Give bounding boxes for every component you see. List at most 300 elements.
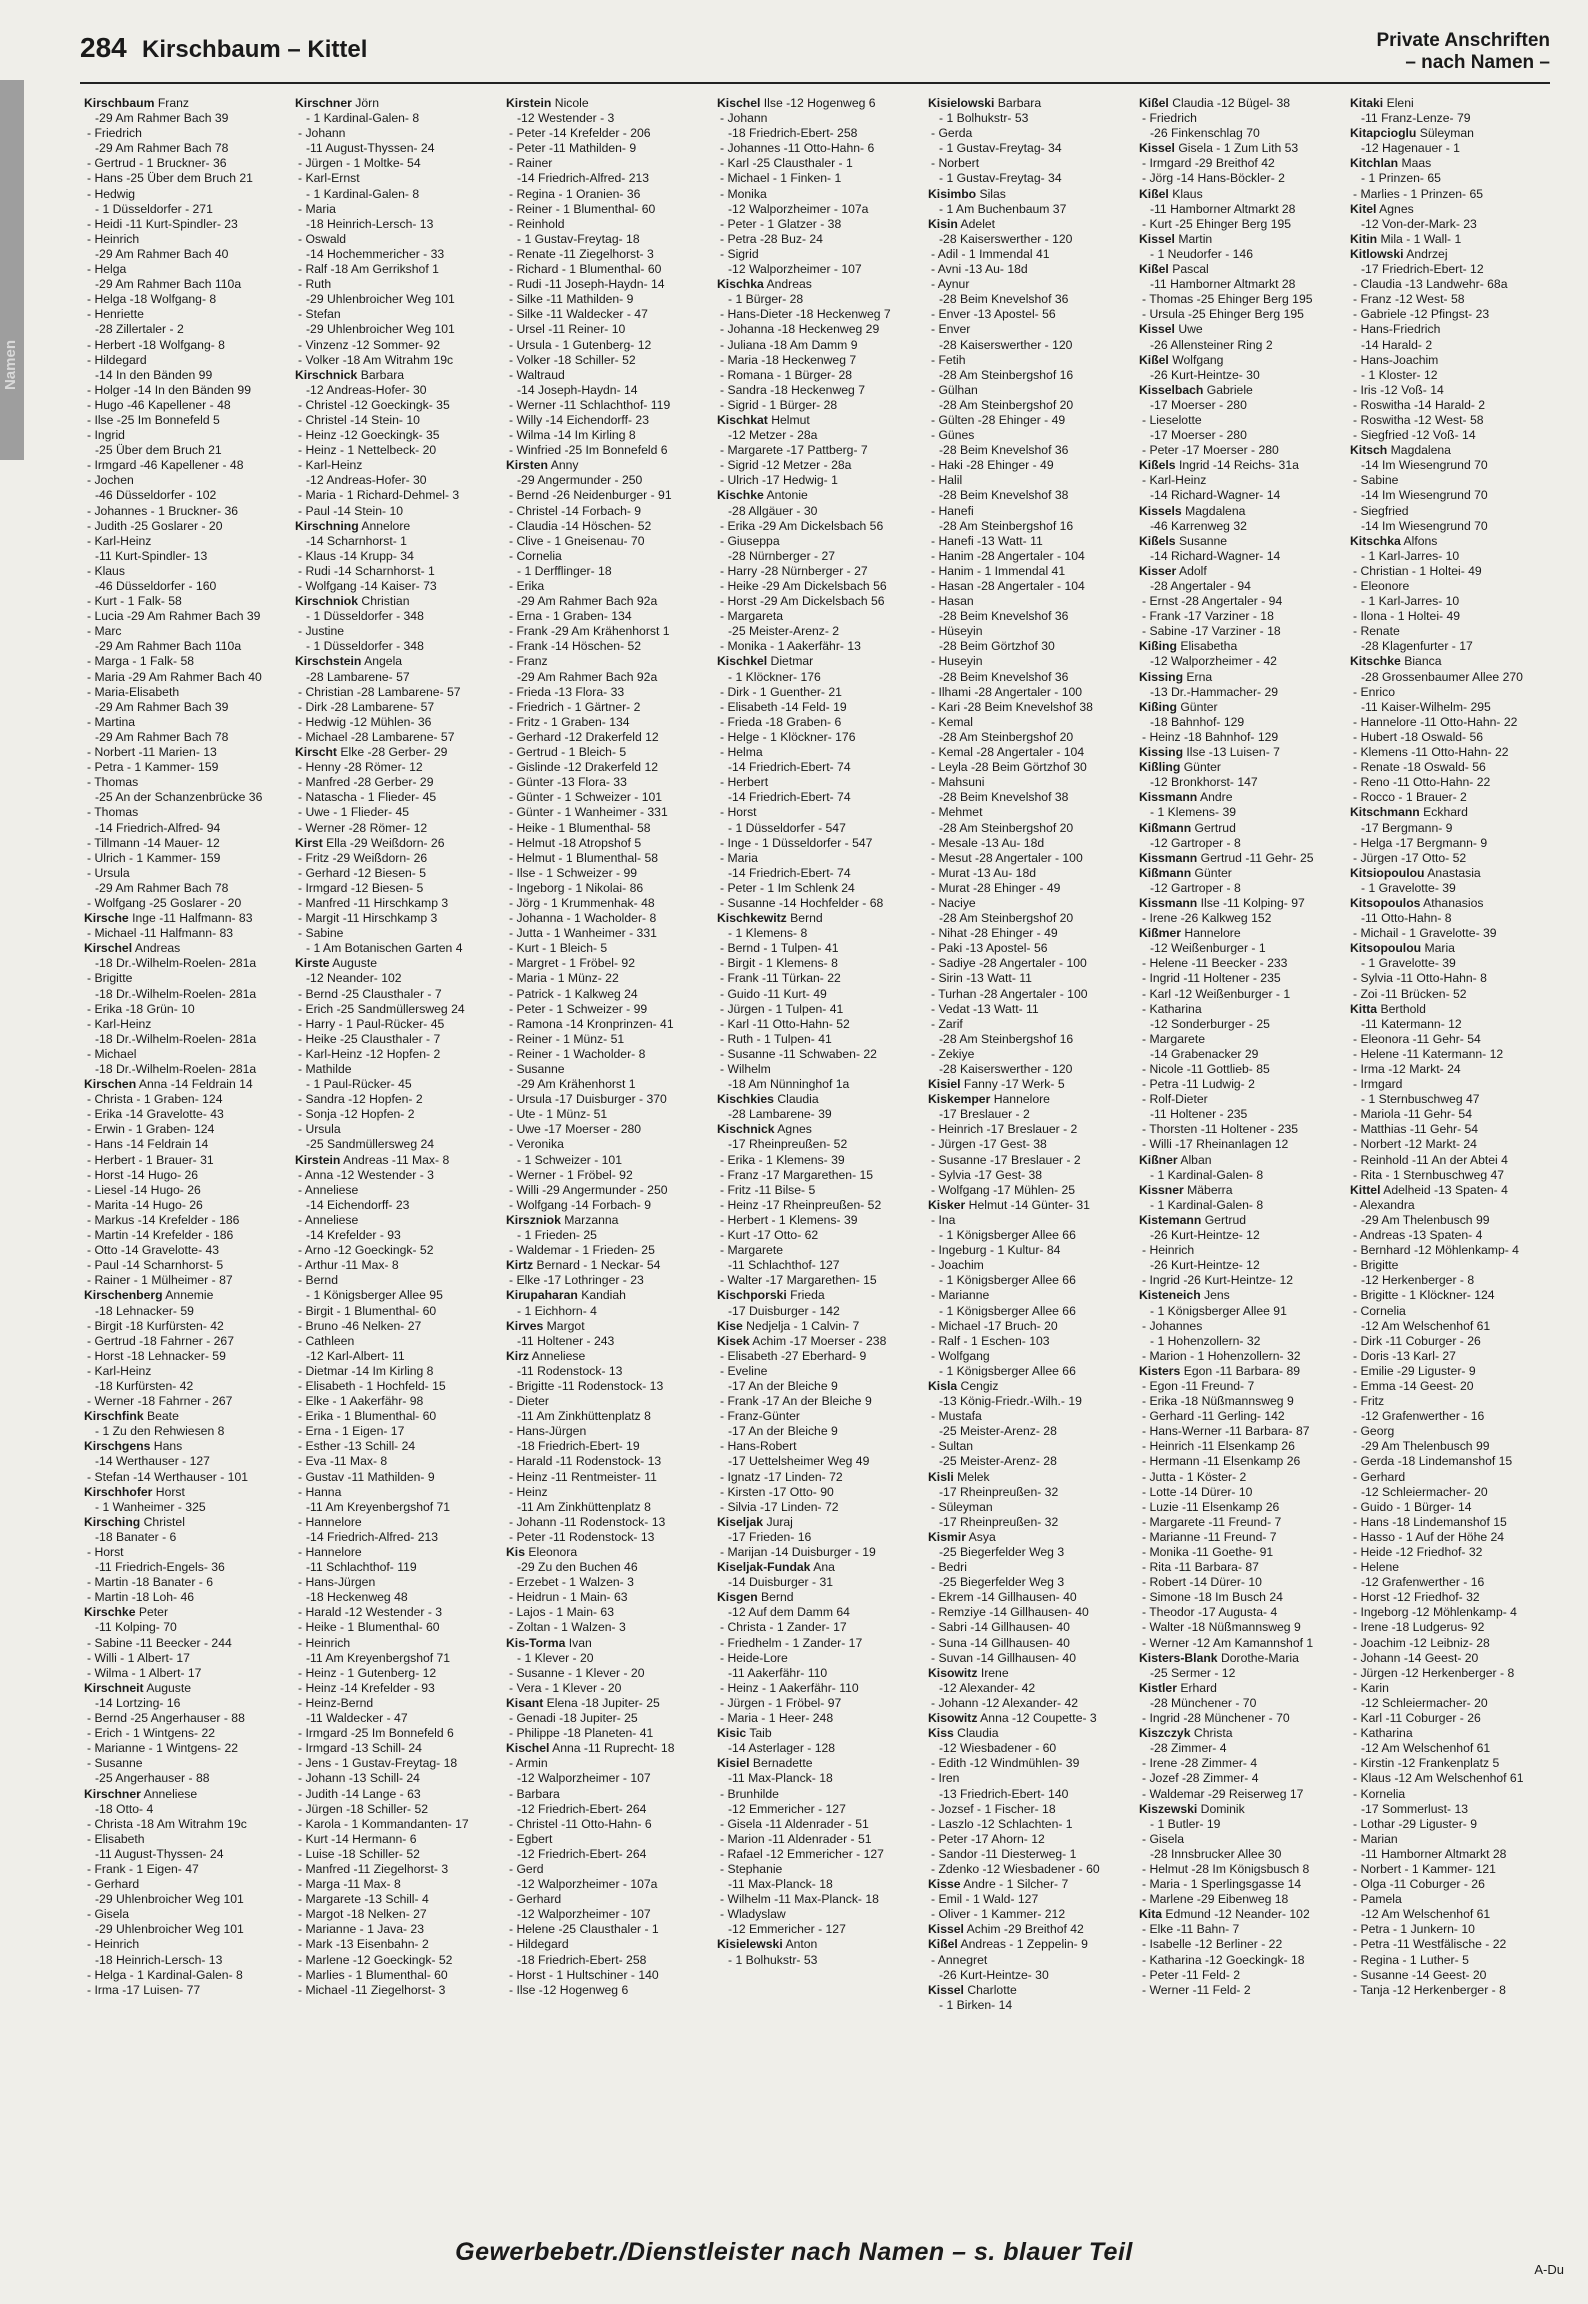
entry-address: -29 Uhlenbroicher Weg 101	[95, 1892, 244, 1907]
entry-text: - Marianne	[931, 1288, 990, 1303]
directory-entry	[295, 805, 500, 820]
entry-text: - Heinz - 1 Aakerfähr- 110	[720, 1680, 859, 1695]
directory-entry	[928, 760, 1133, 775]
entry-text: - Arthur -11 Max- 8	[298, 1258, 399, 1273]
entry-text: - Susanne -17 Breslauer - 2	[931, 1152, 1081, 1167]
directory-entry	[295, 232, 500, 247]
entry-text: - Bedri	[931, 1560, 967, 1575]
entry-address: - 1 Düsseldorfer - 348	[306, 639, 424, 654]
directory-entry	[1350, 1439, 1554, 1454]
entry-text: - Wilhelm -11 Max-Planck- 18	[720, 1892, 879, 1907]
directory-entry	[506, 941, 711, 956]
entry-address: -11 August-Thyssen- 24	[306, 141, 435, 156]
directory-entry	[84, 398, 289, 413]
directory-entry	[84, 1847, 289, 1862]
entry-text: Achim -17 Moerser - 238	[752, 1333, 887, 1348]
entry-text: - Margit -11 Hirschkamp 3	[298, 911, 438, 926]
directory-entry	[1139, 322, 1344, 337]
entry-text: - Gisela -11 Aldenrader - 51	[720, 1816, 869, 1831]
directory-entry	[717, 1892, 922, 1907]
directory-entry	[84, 851, 289, 866]
directory-entry	[506, 1817, 711, 1832]
directory-entry	[1350, 398, 1554, 413]
entry-text: - Suvan -14 Gillhausen- 40	[931, 1650, 1076, 1665]
entry-text: - Ernst -28 Angertaler - 94	[1142, 594, 1283, 609]
entry-text: - Petra -28 Buz- 24	[720, 231, 823, 246]
directory-entry	[1350, 790, 1554, 805]
directory-entry	[1350, 473, 1554, 488]
directory-entry	[717, 700, 922, 715]
directory-entry	[1139, 488, 1344, 503]
entry-address: -11 Waldecker - 47	[306, 1711, 408, 1726]
directory-entry	[928, 292, 1133, 307]
directory-entry	[506, 1092, 711, 1107]
directory-entry	[928, 1258, 1133, 1273]
entry-text: - Helmut - 1 Blumenthal- 58	[509, 850, 659, 865]
directory-entry	[1350, 353, 1554, 368]
directory-entry	[1350, 609, 1554, 624]
entry-text: - Barbara	[509, 1786, 560, 1801]
directory-entry	[84, 534, 289, 549]
entry-text: - Maria -18 Heckenweg 7	[720, 352, 857, 367]
directory-entry	[506, 1726, 711, 1741]
directory-entry	[717, 1847, 922, 1862]
directory-entry	[928, 458, 1133, 473]
entry-text: - Hermann -11 Elsenkamp 26	[1142, 1454, 1301, 1469]
directory-entry	[295, 1017, 500, 1032]
directory-entry	[506, 1741, 711, 1756]
entry-text: - Erika -18 Nüßmannsweg 9	[1142, 1394, 1294, 1409]
entry-text: - Herbert -18 Wolfgang- 8	[87, 337, 225, 352]
directory-entry	[1350, 1756, 1554, 1771]
directory-entry	[506, 1183, 711, 1198]
entry-address: -11 Holtener - 243	[517, 1333, 615, 1348]
directory-entry	[295, 1862, 500, 1877]
entry-surname: Kisli	[928, 1469, 954, 1484]
entry-text: - Karl-Heinz	[87, 533, 152, 548]
directory-entry	[928, 504, 1133, 519]
directory-entry	[506, 775, 711, 790]
entry-text: Anneliese	[531, 1348, 586, 1363]
entry-text: - Renate -18 Oswald- 56	[1353, 760, 1486, 775]
directory-entry	[1139, 1560, 1344, 1575]
directory-entry	[928, 1862, 1133, 1877]
entry-surname: Kiseljak-Fundak	[717, 1560, 811, 1575]
directory-entry	[1139, 1032, 1344, 1047]
entry-surname: Kiszewski	[1139, 1801, 1198, 1816]
entry-text: - Ruth	[298, 277, 332, 292]
directory-entry	[1350, 866, 1554, 881]
entry-address: -28 Am Steinbergshof 20	[939, 911, 1074, 926]
directory-entry	[84, 1560, 289, 1575]
directory-entry	[1350, 1288, 1554, 1303]
entry-text: Agnes	[1379, 201, 1414, 216]
entry-text: Christel	[143, 1514, 185, 1529]
entry-text: - Matthias -11 Gehr- 54	[1353, 1122, 1479, 1137]
directory-entry	[1350, 1666, 1554, 1681]
entry-text: - Heinz -12 Goeckingk- 35	[298, 428, 440, 443]
directory-entry	[295, 111, 500, 126]
entry-text: - Gislinde -12 Drakerfeld 12	[509, 760, 659, 775]
entry-surname: Kisek	[717, 1333, 750, 1348]
entry-text: - Bernhard -12 Möhlenkamp- 4	[1353, 1243, 1519, 1258]
directory-entry	[717, 1756, 922, 1771]
directory-entry	[717, 1454, 922, 1469]
entry-text: - Petra - 1 Kammer- 159	[87, 760, 219, 775]
directory-entry	[295, 1500, 500, 1515]
directory-entry	[84, 1153, 289, 1168]
directory-entry	[717, 534, 922, 549]
directory-entry	[84, 353, 289, 368]
entry-surname: Kirtz	[506, 1258, 534, 1273]
entry-address: -28 Münchener - 70	[1150, 1695, 1257, 1710]
entry-surname: Kitsopoulos	[1350, 895, 1421, 910]
entry-text: Claudia	[957, 1726, 999, 1741]
entry-address: -11 Hamborner Altmarkt 28	[1150, 277, 1296, 292]
entry-text: - Guido - 1 Bürger- 14	[1353, 1499, 1472, 1514]
directory-entry	[84, 1243, 289, 1258]
directory-entry	[84, 1651, 289, 1666]
entry-text: Pascal	[1172, 262, 1209, 277]
entry-text: - Sigrid	[720, 246, 759, 261]
directory-entry	[928, 1319, 1133, 1334]
entry-text: - Katharina	[1142, 1001, 1202, 1016]
directory-entry	[1350, 534, 1554, 549]
entry-address: -25 Angerhauser - 88	[95, 1771, 210, 1786]
directory-entry	[84, 1424, 289, 1439]
directory-entry	[928, 926, 1133, 941]
entry-text: Annemie	[165, 1288, 214, 1303]
directory-entry	[1350, 1651, 1554, 1666]
entry-text: - Katharina -12 Goeckingk- 18	[1142, 1952, 1305, 1967]
entry-address: -18 Dr.-Wilhelm-Roelen- 281a	[95, 986, 257, 1001]
directory-entry	[1350, 1319, 1554, 1334]
entry-address: -12 Neander- 102	[306, 971, 402, 986]
directory-entry	[1139, 1319, 1344, 1334]
directory-entry	[928, 1605, 1133, 1620]
directory-entry	[295, 262, 500, 277]
directory-entry	[295, 1590, 500, 1605]
directory-entry	[928, 1771, 1133, 1786]
entry-text: - Jürgen - 1 Tulpen- 41	[720, 1001, 844, 1016]
directory-entry	[506, 685, 711, 700]
entry-text: - Frieda -13 Flora- 33	[509, 684, 625, 699]
entry-text: - Giuseppa	[720, 533, 780, 548]
directory-entry	[717, 187, 922, 202]
directory-entry	[717, 1953, 922, 1968]
entry-text: - Hildegard	[509, 1937, 569, 1952]
entry-text: - Heinz -18 Bahnhof- 129	[1142, 729, 1279, 744]
directory-entry	[928, 171, 1133, 186]
entry-address: -14 Im Wiesengrund 70	[1361, 518, 1488, 533]
directory-entry	[84, 1273, 289, 1288]
directory-entry	[1350, 217, 1554, 232]
entry-text: - Ilse -25 Im Bonnefeld 5	[87, 412, 220, 427]
entry-text: - Karl -11 Coburger - 26	[1353, 1711, 1481, 1726]
directory-entry	[84, 1892, 289, 1907]
entry-text: - Christian - 1 Holtei- 49	[1353, 563, 1482, 578]
directory-entry	[928, 654, 1133, 669]
directory-entry	[928, 1847, 1133, 1862]
directory-entry	[1350, 141, 1554, 156]
entry-address: - 1 Düsseldorfer - 271	[95, 201, 213, 216]
directory-entry	[717, 1666, 922, 1681]
entry-text: - Heide -12 Friedhof- 32	[1353, 1545, 1483, 1559]
directory-entry	[717, 1002, 922, 1017]
directory-entry	[84, 911, 289, 926]
directory-entry	[717, 1485, 922, 1500]
entry-text: - Aynur	[931, 277, 970, 292]
directory-entry	[1139, 1198, 1344, 1213]
entry-text: - Herbert - 1 Brauer- 31	[87, 1152, 214, 1167]
entry-surname: Kißing	[1139, 699, 1177, 714]
entry-text: - Kurt - 1 Bleich- 5	[509, 941, 608, 956]
directory-entry	[928, 1756, 1133, 1771]
directory-entry	[506, 353, 711, 368]
directory-entry	[295, 217, 500, 232]
entry-address: -18 Dr.-Wilhelm-Roelen- 281a	[95, 1031, 257, 1046]
entry-text: - Christa -18 Am Witrahm 19c	[87, 1816, 247, 1831]
entry-address: -11 Aakerfähr- 110	[728, 1665, 828, 1680]
directory-entry	[1139, 1530, 1344, 1545]
entry-address: -28 Beim Knevelshof 36	[939, 292, 1069, 307]
directory-entry	[717, 1122, 922, 1137]
directory-entry	[84, 1515, 289, 1530]
directory-entry	[506, 1771, 711, 1786]
entry-text: Ilse -11 Kolping- 97	[1200, 895, 1305, 910]
entry-text: - Heinz - 1 Nettelbeck- 20	[298, 443, 437, 458]
entry-text: - Karl -25 Clausthaler - 1	[720, 156, 853, 171]
entry-text: - Johann	[720, 111, 768, 126]
entry-text: - Hans-Robert	[720, 1439, 797, 1454]
entry-address: -28 Kaiserswerther - 120	[939, 231, 1073, 246]
directory-entry	[84, 971, 289, 986]
directory-entry	[1139, 594, 1344, 609]
directory-entry	[506, 338, 711, 353]
entry-text: Melek	[957, 1469, 990, 1484]
directory-entry	[717, 1470, 922, 1485]
directory-column-7	[1350, 96, 1554, 2216]
entry-text: - Fritz - 1 Graben- 134	[509, 714, 630, 729]
directory-entry	[506, 1454, 711, 1469]
directory-entry	[84, 1409, 289, 1424]
entry-text: Alban	[1180, 1152, 1212, 1167]
entry-text: - Dirk -28 Lambarene- 57	[298, 699, 435, 714]
entry-address: -17 An der Bleiche 9	[728, 1378, 838, 1393]
entry-text: - Paul -14 Stein- 10	[298, 503, 404, 518]
entry-text: - Johanna -18 Heckenweg 29	[720, 322, 880, 337]
directory-entry	[506, 1047, 711, 1062]
entry-text: Asya	[968, 1529, 996, 1544]
directory-entry	[928, 1032, 1133, 1047]
entry-text: - Kirsten -17 Otto- 90	[720, 1484, 834, 1499]
directory-entry	[1350, 1198, 1554, 1213]
directory-entry	[928, 881, 1133, 896]
entry-text: - Richard - 1 Blumenthal- 60	[509, 262, 662, 277]
entry-text: Magdalena	[1390, 443, 1451, 458]
directory-entry	[1350, 1862, 1554, 1877]
entry-text: - Rolf-Dieter	[1142, 1092, 1208, 1107]
directory-entry	[84, 987, 289, 1002]
directory-entry	[84, 1077, 289, 1092]
directory-entry	[1139, 1771, 1344, 1786]
directory-entry	[506, 111, 711, 126]
directory-entry	[84, 458, 289, 473]
entry-address: -18 Otto- 4	[95, 1801, 154, 1816]
entry-address: -29 Am Rahmer Bach 92a	[517, 594, 658, 609]
entry-text: - Erika -18 Grün- 10	[87, 1001, 195, 1016]
directory-entry	[84, 745, 289, 760]
entry-surname: Kirschen	[84, 1077, 137, 1092]
directory-entry	[295, 1424, 500, 1439]
entry-text: - Marlene -12 Goeckingk- 52	[298, 1952, 453, 1967]
entry-text: - Eva -11 Max- 8	[298, 1454, 388, 1469]
directory-entry	[1350, 579, 1554, 594]
directory-entry	[84, 1590, 289, 1605]
entry-address: -11 Katermann- 12	[1361, 1016, 1462, 1031]
directory-entry	[717, 956, 922, 971]
entry-address: - 1 Königsberger Allee 91	[1150, 1303, 1287, 1318]
entry-surname: Kischel	[717, 96, 761, 110]
entry-text: - Egon -11 Freund- 7	[1142, 1378, 1255, 1393]
directory-entry	[1139, 1605, 1344, 1620]
entry-text: - Sigrid - 1 Bürger- 28	[720, 397, 838, 412]
directory-entry	[84, 171, 289, 186]
directory-entry	[928, 1062, 1133, 1077]
entry-surname: Kisowitz	[928, 1711, 978, 1726]
directory-entry	[1350, 1470, 1554, 1485]
directory-entry	[1139, 1832, 1344, 1847]
directory-entry	[84, 941, 289, 956]
entry-text: - Heike - 1 Blumenthal- 58	[509, 820, 651, 835]
directory-entry	[1139, 187, 1344, 202]
entry-address: -25 Meister-Arenz- 28	[939, 1454, 1057, 1469]
directory-entry	[1139, 428, 1344, 443]
entry-text: - Veronika	[509, 1137, 564, 1152]
directory-entry	[1139, 1017, 1344, 1032]
page-header	[80, 30, 1550, 84]
directory-entry	[84, 760, 289, 775]
directory-entry	[295, 1047, 500, 1062]
entry-address: -14 Joseph-Haydn- 14	[517, 382, 638, 397]
entry-text: Auguste	[146, 1680, 192, 1695]
directory-entry	[295, 1439, 500, 1454]
directory-entry	[84, 156, 289, 171]
directory-entry	[506, 549, 711, 564]
directory-entry	[295, 171, 500, 186]
entry-surname: Kischkewitz	[717, 911, 787, 926]
directory-entry	[717, 1560, 922, 1575]
entry-text: - Heinrich	[1142, 1243, 1195, 1258]
directory-entry	[1350, 156, 1554, 171]
directory-entry	[295, 428, 500, 443]
entry-address: -18 Heinrich-Lersch- 13	[306, 216, 434, 231]
entry-surname: Kissing	[1139, 669, 1184, 684]
directory-entry	[506, 1485, 711, 1500]
directory-entry	[84, 1349, 289, 1364]
directory-entry	[84, 1545, 289, 1560]
entry-text: Andrzej	[1406, 246, 1448, 261]
directory-entry	[717, 1213, 922, 1228]
entry-text: - Karl-Heinz	[298, 458, 363, 473]
entry-address: -18 Heinrich-Lersch- 13	[95, 1952, 223, 1967]
directory-entry	[717, 896, 922, 911]
directory-entry	[1139, 96, 1344, 111]
entry-surname: Kissel	[928, 1982, 964, 1997]
directory-entry	[928, 805, 1133, 820]
directory-entry	[1350, 564, 1554, 579]
entry-address: -11 Friedrich-Engels- 36	[95, 1560, 225, 1575]
directory-entry	[1350, 1364, 1554, 1379]
entry-text: - Reno -11 Otto-Hahn- 22	[1353, 775, 1491, 790]
directory-entry	[506, 821, 711, 836]
page-number: 284	[80, 32, 127, 63]
directory-entry	[295, 413, 500, 428]
directory-entry	[1350, 1454, 1554, 1469]
directory-entry	[84, 790, 289, 805]
entry-text: - Michael -11 Ziegelhorst- 3	[298, 1982, 446, 1997]
entry-text: - Bernd	[298, 1273, 338, 1288]
entry-text: - Frieda -18 Graben- 6	[720, 714, 842, 729]
directory-entry	[295, 1771, 500, 1786]
directory-entry	[506, 292, 711, 307]
directory-entry	[928, 549, 1133, 564]
entry-text: - Günter - 1 Schweizer - 101	[509, 790, 663, 805]
entry-text: - Wolfgang -14 Forbach- 9	[509, 1197, 652, 1212]
entry-text: - Markus -14 Krefelder - 186	[87, 1212, 240, 1227]
directory-entry	[928, 685, 1133, 700]
entry-text: - Marijan -14 Duisburger - 19	[720, 1545, 876, 1559]
entry-address: -14 Eichendorff- 23	[306, 1197, 410, 1212]
directory-entry	[1350, 1530, 1554, 1545]
directory-entry	[1139, 730, 1344, 745]
directory-entry	[84, 1862, 289, 1877]
entry-text: Anastasia	[1427, 865, 1481, 880]
directory-entry	[717, 458, 922, 473]
directory-entry	[84, 1198, 289, 1213]
entry-text: - Marian	[1353, 1831, 1398, 1846]
entry-text: - Oliver - 1 Kammer- 212	[931, 1907, 1066, 1922]
entry-text: - Heidrun - 1 Main- 63	[509, 1590, 628, 1605]
directory-entry	[717, 1273, 922, 1288]
directory-entry	[1350, 1107, 1554, 1122]
directory-entry	[295, 1877, 500, 1892]
directory-entry	[928, 428, 1133, 443]
directory-entry	[506, 322, 711, 337]
entry-text: Magdalena	[1185, 503, 1246, 518]
directory-entry	[84, 1032, 289, 1047]
entry-text: - Jörg -14 Hans-Böckler- 2	[1142, 171, 1285, 186]
directory-entry	[1350, 1349, 1554, 1364]
directory-entry	[928, 911, 1133, 926]
entry-address: -29 Am Rahmer Bach 39	[95, 111, 229, 126]
entry-text: - Elke - 1 Aakerfähr- 98	[298, 1394, 424, 1409]
directory-entry	[84, 700, 289, 715]
directory-entry	[506, 926, 711, 941]
directory-entry	[1139, 1213, 1344, 1228]
entry-text: - Elke -17 Lothringer - 23	[509, 1273, 644, 1288]
directory-entry	[506, 232, 711, 247]
directory-entry	[506, 911, 711, 926]
directory-entry	[928, 1409, 1133, 1424]
directory-entry	[506, 398, 711, 413]
entry-text: - Sandra -12 Hopfen- 2	[298, 1092, 423, 1107]
directory-entry	[1350, 111, 1554, 126]
directory-entry	[717, 504, 922, 519]
directory-entry	[1350, 171, 1554, 186]
entry-text: - Frank -17 An der Bleiche 9	[720, 1394, 872, 1409]
directory-entry	[717, 1047, 922, 1062]
